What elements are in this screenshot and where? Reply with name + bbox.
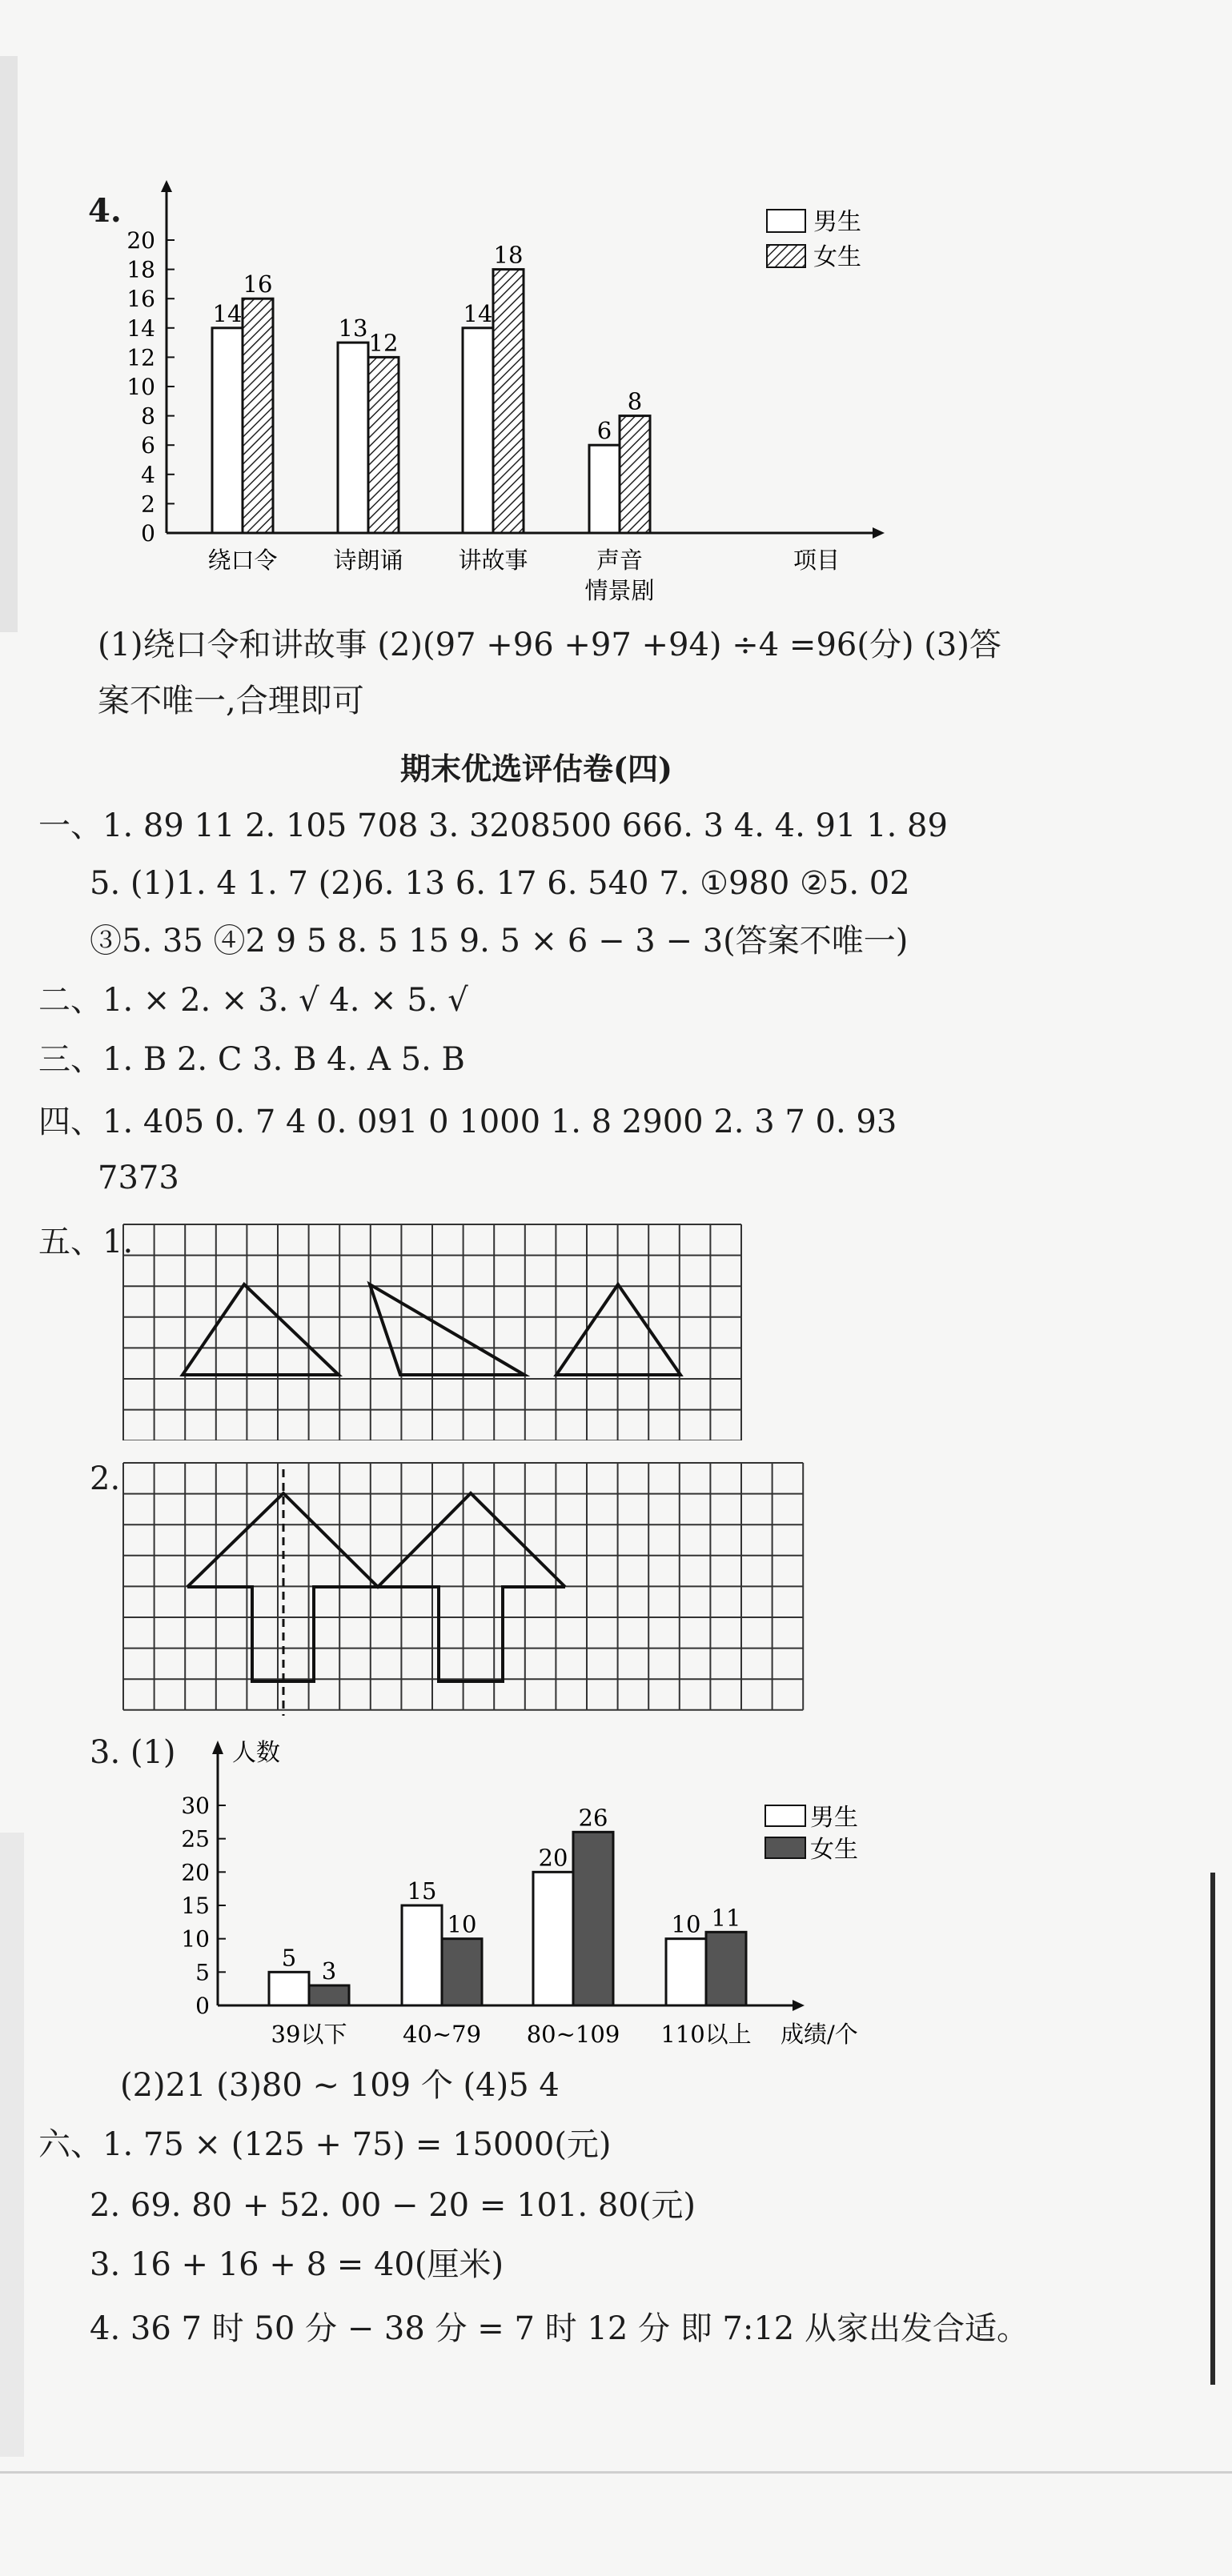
part3-line: 三、1. B 2. C 3. B 4. A 5. B xyxy=(38,1041,465,1078)
data-label: 16 xyxy=(243,270,273,298)
y-tick-label: 5 xyxy=(195,1959,210,1986)
data-label: 12 xyxy=(368,329,399,357)
bar-boys xyxy=(589,445,620,533)
bar-boys xyxy=(269,1972,309,2005)
bar-boys xyxy=(338,343,368,533)
data-label: 5 xyxy=(281,1944,297,1972)
bar-boys xyxy=(533,1872,573,2005)
bar-girls xyxy=(243,298,273,533)
page-shadow xyxy=(0,1833,24,2457)
part5-label-2: 2. xyxy=(90,1460,121,1497)
house-outline xyxy=(187,1493,565,1587)
data-label: 3 xyxy=(321,1957,337,1985)
category-label: 40~79 xyxy=(402,2021,482,2048)
y-axis-arrow xyxy=(212,1741,223,1754)
category-label: 声音 xyxy=(596,547,644,574)
legend-swatch-boys xyxy=(765,1805,805,1826)
part5-label-1: 五、1. xyxy=(38,1224,134,1260)
bar-girls xyxy=(493,270,524,533)
data-label: 10 xyxy=(671,1910,701,1938)
bar-girls xyxy=(309,1985,349,2005)
legend-label-boys: 男生 xyxy=(813,208,861,236)
grid-figure-triangles xyxy=(120,1223,744,1440)
category-label: 80~109 xyxy=(526,2021,620,2048)
part6-line1: 六、1. 75 × (125 + 75) = 15000(元) xyxy=(38,2126,612,2163)
y-tick-label: 20 xyxy=(126,227,155,254)
part4-line1: 四、1. 405 0. 7 4 0. 091 0 1000 1. 8 2900 2. 3 7 0. 93 xyxy=(38,1104,897,1140)
y-tick-label: 6 xyxy=(141,432,155,459)
legend-label-girls: 女生 xyxy=(813,243,861,271)
part1-line2: 5. (1)1. 4 1. 7 (2)6. 13 6. 17 6. 540 7. ①980 ②5. 02 xyxy=(90,865,910,902)
legend-swatch-girls xyxy=(765,1837,805,1858)
legend-swatch-boys xyxy=(767,210,805,232)
y-tick-label: 15 xyxy=(181,1893,210,1919)
category-label: 39以下 xyxy=(271,2021,347,2048)
house-outline xyxy=(378,1587,565,1681)
bar-boys xyxy=(666,1939,706,2005)
part6-line4: 4. 36 7 时 50 分 − 38 分 = 7 时 12 分 即 7:12 从家出发合适。 xyxy=(90,2310,1029,2347)
bar-girls xyxy=(368,357,399,533)
category-label: 110以上 xyxy=(660,2021,752,2048)
part6-line3: 3. 16 + 16 + 8 = 40(厘米) xyxy=(90,2246,504,2283)
bar-girls xyxy=(442,1939,482,2005)
data-label: 20 xyxy=(538,1844,568,1872)
category-label: 诗朗诵 xyxy=(333,547,403,574)
y-tick-label: 25 xyxy=(181,1825,210,1853)
x-axis-label: 项目 xyxy=(793,547,841,574)
category-label: 讲故事 xyxy=(458,547,528,574)
data-label: 10 xyxy=(447,1910,477,1938)
answer-line-2: 案不唯一,合理即可 xyxy=(98,683,364,719)
part1-line1: 一、1. 89 11 2. 105 708 3. 3208500 666. 3 4. 4. 91 1. 89 xyxy=(38,807,948,844)
bar-boys xyxy=(463,328,493,533)
data-label: 14 xyxy=(212,299,243,327)
y-tick-label: 14 xyxy=(126,314,155,342)
page-bottom-rule xyxy=(0,2471,1232,2474)
answer-line-1: (1)绕口令和讲故事 (2)(97 +96 +97 +94) ÷4 =96(分) (3)答 xyxy=(98,627,1001,663)
part1-line3: ③5. 35 ④2 9 5 8. 5 15 9. 5 × 6 − 3 − 3(答案不唯一) xyxy=(90,923,909,959)
y-tick-label: 18 xyxy=(126,256,155,283)
data-label: 26 xyxy=(578,1804,608,1832)
x-axis-arrow xyxy=(873,527,885,539)
data-label: 11 xyxy=(711,1904,741,1932)
bar-boys xyxy=(212,328,243,533)
y-tick-label: 20 xyxy=(181,1859,210,1886)
y-tick-label: 2 xyxy=(141,491,155,518)
page-edge-mark xyxy=(1210,1873,1215,2385)
category-label: 情景剧 xyxy=(584,577,655,604)
legend-label-girls: 女生 xyxy=(810,1836,858,1864)
y-tick-label: 12 xyxy=(126,344,155,371)
bar-boys xyxy=(402,1905,442,2005)
y-tick-label: 10 xyxy=(126,374,155,400)
category-label: 绕口令 xyxy=(207,547,278,574)
x-axis-arrow xyxy=(793,2000,805,2011)
y-tick-label: 10 xyxy=(181,1925,210,1953)
y-tick-label: 4 xyxy=(141,461,155,488)
part5-label-3: 3. (1) xyxy=(90,1734,176,1771)
data-label: 13 xyxy=(338,314,368,343)
y-axis-label: 人数 xyxy=(232,1739,280,1767)
bar-girls xyxy=(573,1832,613,2005)
data-label: 14 xyxy=(463,299,493,327)
y-tick-label: 0 xyxy=(141,520,155,547)
y-axis-arrow xyxy=(161,180,172,192)
y-tick-label: 8 xyxy=(141,403,155,430)
x-axis-label: 成绩/个 xyxy=(781,2021,858,2048)
page-shadow xyxy=(0,56,18,632)
legend-swatch-girls xyxy=(767,245,805,267)
answer-line-3: (2)21 (3)80 ~ 109 个 (4)5 4 xyxy=(120,2067,560,2104)
grid-figure-houses xyxy=(120,1461,817,1717)
y-tick-label: 0 xyxy=(195,1993,210,2019)
part2-line: 二、1. × 2. × 3. √ 4. × 5. √ xyxy=(38,982,468,1019)
section-title: 期末优选评估卷(四) xyxy=(400,751,672,787)
part4-line2: 7373 xyxy=(98,1160,179,1196)
bar-girls xyxy=(706,1932,746,2005)
question-number-4: 4. xyxy=(88,192,122,230)
data-label: 15 xyxy=(407,1877,437,1905)
triangle-shape xyxy=(183,1284,339,1375)
data-label: 6 xyxy=(596,417,612,445)
data-label: 8 xyxy=(627,387,643,415)
legend-label-boys: 男生 xyxy=(810,1804,858,1832)
part6-line2: 2. 69. 80 + 52. 00 − 20 = 101. 80(元) xyxy=(90,2187,696,2224)
triangle-shape xyxy=(370,1284,524,1375)
data-label: 18 xyxy=(493,241,524,269)
y-tick-label: 30 xyxy=(181,1793,210,1819)
y-tick-label: 16 xyxy=(126,286,155,313)
bar-girls xyxy=(620,416,650,533)
